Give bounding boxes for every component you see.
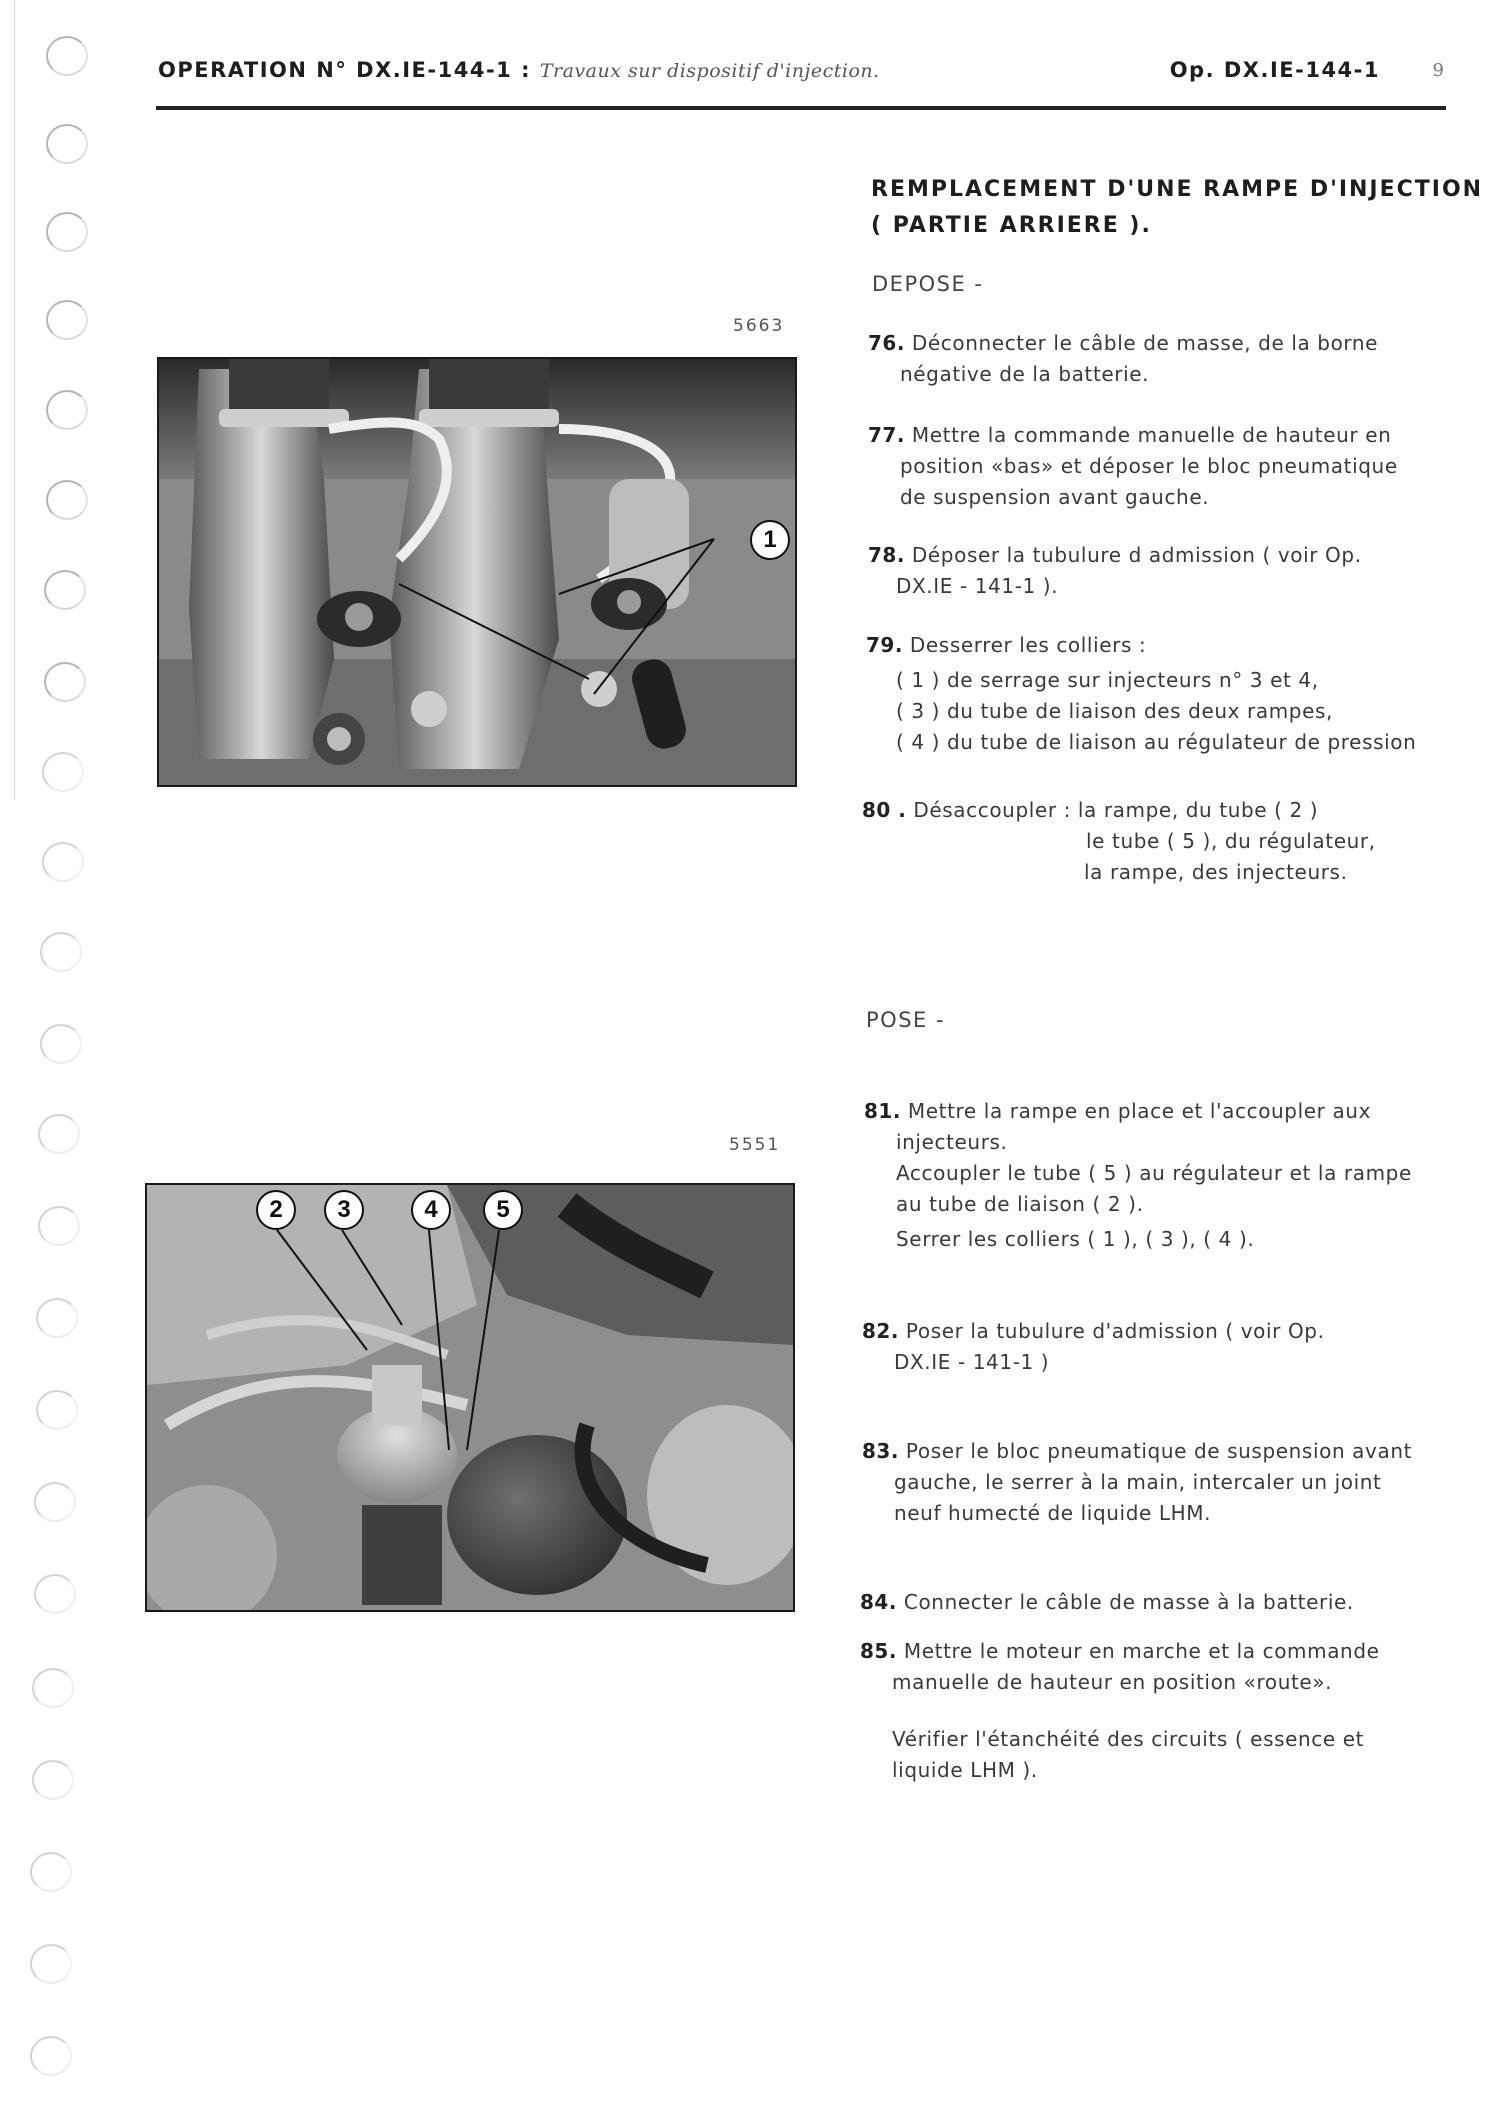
- binder-hole: [40, 932, 82, 972]
- binder-hole: [42, 752, 84, 792]
- page-header: [158, 58, 1444, 94]
- step-78: 78. Déposer la tubulure d admission ( voir Op. DX.IE - 141-1 ).: [868, 543, 1362, 598]
- figure-ref: 5551: [729, 1135, 781, 1155]
- engine-photo-injectors: [157, 357, 797, 787]
- binder-hole: [46, 480, 88, 520]
- binder-hole: [40, 1024, 82, 1064]
- step-79: 79. Desserrer les colliers : ( 1 ) de serrage sur injecteurs n° 3 et 4, ( 3 ) du tube de liaison des deux rampes, ( 4 ) du tube de liaison au régulateur de pression: [866, 633, 1417, 754]
- binder-hole: [46, 212, 88, 252]
- binder-hole: [42, 842, 84, 882]
- callout-3: 3: [324, 1190, 364, 1230]
- section-title: REMPLACEMENT D'UNE RAMPE D'INJECTION ( PARTIE ARRIERE ).: [871, 177, 1484, 238]
- pose-heading: POSE -: [866, 1008, 946, 1032]
- callout-5: 5: [483, 1190, 523, 1230]
- page-number: 9: [1432, 60, 1444, 81]
- binder-hole: [46, 390, 88, 430]
- binder-hole: [30, 2036, 72, 2076]
- step-76: 76. Déconnecter le câble de masse, de la borne négative de la batterie.: [868, 331, 1379, 386]
- step-83: 83. Poser le bloc pneumatique de suspension avant gauche, le serrer à la main, intercaler un joint neuf humecté de liquide LHM.: [862, 1439, 1413, 1525]
- callout-1: 1: [750, 520, 790, 560]
- step-77: 77. Mettre la commande manuelle de hauteur en position «bas» et déposer le bloc pneumatique de suspension avant gauche.: [868, 423, 1398, 509]
- header-rule: [156, 106, 1446, 110]
- header-subtitle: Travaux sur dispositif d'injection.: [539, 60, 880, 82]
- binder-hole: [36, 1390, 78, 1430]
- binder-hole: [46, 36, 88, 76]
- binder-hole: [30, 1852, 72, 1892]
- binder-hole: [44, 662, 86, 702]
- engine-photo-regulator: [145, 1183, 795, 1612]
- depose-heading: DEPOSE -: [872, 272, 984, 296]
- header-operation: OPERATION N° DX.IE-144-1 : Travaux sur dispositif d'injection.: [158, 58, 880, 82]
- binder-hole: [46, 124, 88, 164]
- binder-hole: [38, 1206, 80, 1246]
- binder-hole: [32, 1760, 74, 1800]
- step-85: 85. Mettre le moteur en marche et la commande manuelle de hauteur en position «route». Vérifier l'étanchéité des circuits ( essence et liquide LHM ).: [860, 1639, 1380, 1782]
- binder-hole: [34, 1482, 76, 1522]
- step-84: 84. Connecter le câble de masse à la batterie.: [860, 1590, 1354, 1614]
- binder-hole: [30, 1944, 72, 1984]
- binder-hole: [36, 1298, 78, 1338]
- binder-edge: [14, 0, 15, 800]
- step-82: 82. Poser la tubulure d'admission ( voir Op. DX.IE - 141-1 ): [862, 1319, 1325, 1374]
- binder-hole: [38, 1114, 80, 1154]
- step-81: 81. Mettre la rampe en place et l'accoupler aux injecteurs. Accoupler le tube ( 5 ) au régulateur et la rampe au tube de liaison ( 2 ). Serrer les colliers ( 1 ), ( 3 ), ( 4 ).: [864, 1099, 1412, 1251]
- callout-4: 4: [411, 1190, 451, 1230]
- binder-hole: [44, 570, 86, 610]
- binder-hole: [46, 300, 88, 340]
- step-80: 80 . Désaccoupler : la rampe, du tube ( 2 ) le tube ( 5 ), du régulateur, la rampe, des injecteurs.: [862, 798, 1376, 884]
- binder-hole: [32, 1668, 74, 1708]
- figure-ref: 5663: [733, 316, 785, 336]
- binder-hole: [34, 1574, 76, 1614]
- callout-2: 2: [256, 1190, 296, 1230]
- header-op-ref: Op. DX.IE-144-1: [1169, 58, 1380, 82]
